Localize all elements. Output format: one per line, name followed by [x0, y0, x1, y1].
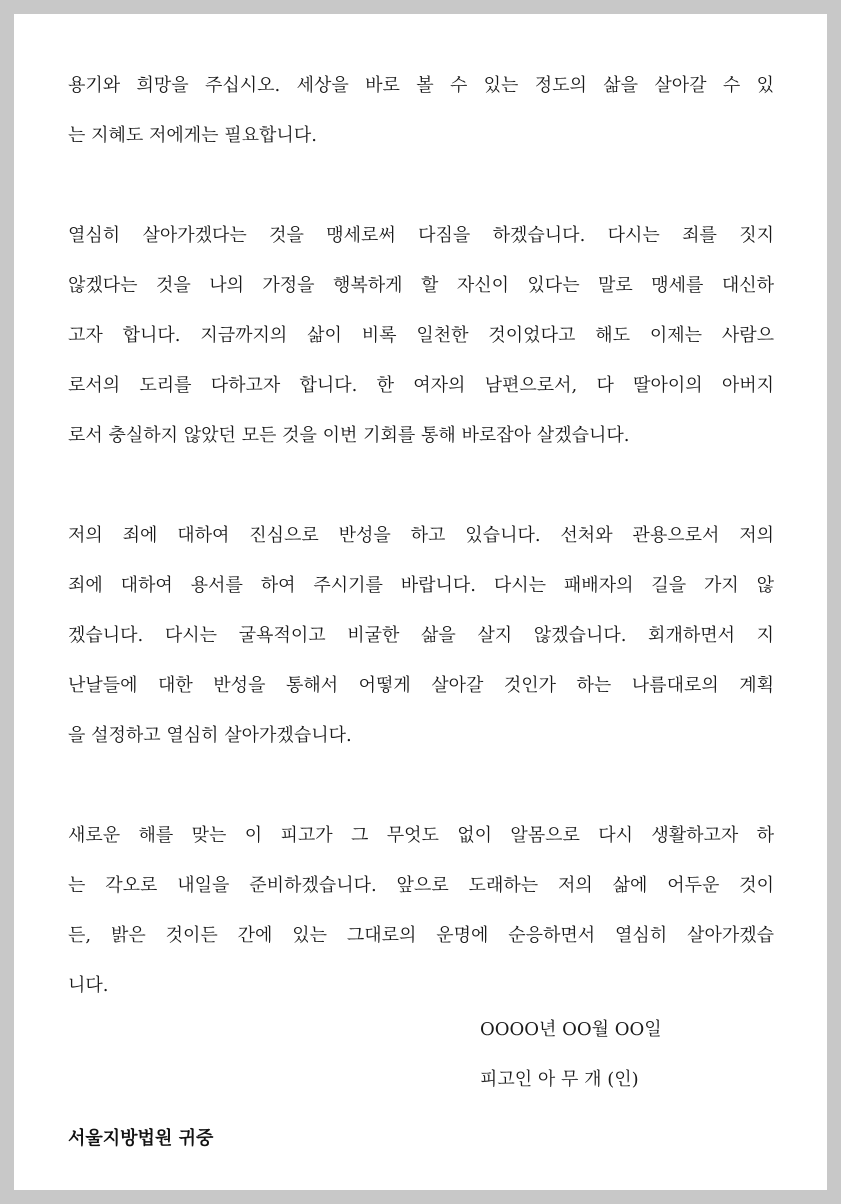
text-line: 을 설정하고 열심히 살아가겠습니다.: [68, 725, 352, 746]
text-line: 니다.: [68, 975, 109, 996]
text-line: 용기와 희망을 주십시오. 세상을 바로 볼 수 있는 정도의 삶을 살아갈 수 있: [68, 75, 774, 96]
document-body: [68, 76, 774, 1076]
text-line: 새로운 해를 맞는 이 피고가 그 무엇도 없이 알몸으로 다시 생활하고자 하: [68, 825, 774, 846]
text-line: 난날들에 대한 반성을 통해서 어떻게 살아갈 것인가 하는 나름대로의 계획: [68, 675, 774, 696]
defendant-signature: 피고인 아 무 개 (인): [480, 1069, 639, 1090]
text-line: 로서 충실하지 않았던 모든 것을 이번 기회를 통해 바로잡아 살겠습니다.: [68, 425, 630, 446]
court-addressee: 서울지방법원 귀중: [68, 1128, 214, 1149]
document-date: OOOO년 OO월 OO일: [480, 1019, 662, 1040]
paragraph-1: [68, 76, 774, 176]
text-line: 않겠다는 것을 나의 가정을 행복하게 할 자신이 있다는 말로 맹세를 대신하: [68, 275, 774, 296]
text-line: 죄에 대하여 용서를 하여 주시기를 바랍니다. 다시는 패배자의 길을 가지 않: [68, 575, 774, 596]
paragraph-3: [68, 526, 774, 776]
text-line: 로서의 도리를 다하고자 합니다. 한 여자의 남편으로서, 다 딸아이의 아버지: [68, 375, 774, 396]
document-page: [14, 14, 827, 1190]
text-line: 는 지혜도 저에게는 필요합니다.: [68, 125, 317, 146]
text-line: 열심히 살아가겠다는 것을 맹세로써 다짐을 하겠습니다. 다시는 죄를 짓지: [68, 225, 774, 246]
text-line: 겠습니다. 다시는 굴욕적이고 비굴한 삶을 살지 않겠습니다. 회개하면서 지: [68, 625, 774, 646]
paragraph-2: [68, 226, 774, 476]
text-line: 고자 합니다. 지금까지의 삶이 비록 일천한 것이었다고 해도 이제는 사람으: [68, 325, 774, 346]
text-line: 든, 밝은 것이든 간에 있는 그대로의 운명에 순응하면서 열심히 살아가겠습: [68, 925, 774, 946]
text-line: 저의 죄에 대하여 진심으로 반성을 하고 있습니다. 선처와 관용으로서 저의: [68, 525, 774, 546]
text-line: 는 각오로 내일을 준비하겠습니다. 앞으로 도래하는 저의 삶에 어두운 것이: [68, 875, 774, 896]
paragraph-4: [68, 826, 774, 1026]
signature-block: [480, 1020, 662, 1120]
